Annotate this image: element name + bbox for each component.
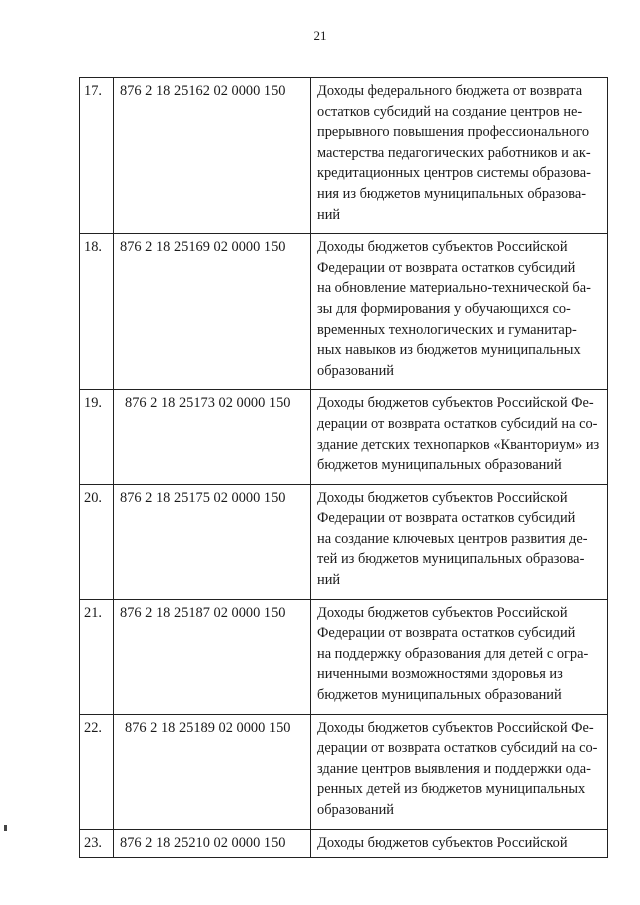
description-line: Доходы бюджетов субъектов Российской (317, 239, 568, 256)
budget-code: 876 2 18 25162 02 0000 150 (114, 78, 311, 234)
budget-code: 876 2 18 25169 02 0000 150 (114, 234, 311, 390)
description-line: образований (317, 802, 394, 818)
description-line: Доходы федерального бюджета от возврата (317, 83, 583, 99)
table-row (80, 484, 608, 599)
page-number: 21 (313, 28, 327, 43)
description-line: Доходы бюджетов субъектов Российской (317, 604, 568, 621)
table-row (80, 234, 608, 390)
table-row (80, 390, 608, 484)
budget-code-table (79, 77, 608, 858)
table-row (80, 78, 608, 234)
description-line: дерации от возврата остатков субсидий на со- (317, 415, 598, 432)
description-line: здание детских технопарков «Кванториум» из (317, 436, 600, 453)
table-row (80, 714, 608, 829)
description-line: на создание ключевых центров развития де- (317, 530, 588, 547)
description-line: зы для формирования у обучающихся со- (317, 300, 571, 317)
description-line: здание центров выявления и поддержки ода- (317, 760, 591, 777)
row-number: 18. (80, 234, 114, 390)
income-description (311, 78, 608, 234)
description-line: Доходы бюджетов субъектов Российской (317, 834, 568, 851)
description-line: бюджетов муниципальных образований (317, 687, 562, 704)
description-line: ния из бюджетов муниципальных образова- (317, 185, 587, 202)
description-line: ниченными возможностями здоровья из (317, 666, 563, 683)
row-number: 17. (80, 78, 114, 234)
description-line: тей из бюджетов муниципальных образова- (317, 551, 585, 568)
description-line: прерывного повышения профессионального (317, 124, 590, 141)
description-line: кредитационных центров системы образова- (317, 165, 591, 182)
budget-code: 876 2 18 25210 02 0000 150 (114, 829, 311, 858)
description-line: ренных детей из бюджетов муниципальных (317, 781, 586, 798)
description-line: ных навыков из бюджетов муниципальных (317, 342, 581, 359)
row-number: 20. (80, 484, 114, 599)
income-description (311, 484, 608, 599)
table-row (80, 829, 608, 858)
description-line: Федерации от возврата остатков субсидий (317, 259, 576, 276)
income-description (311, 390, 608, 484)
description-line: мастерства педагогических работников и ак- (317, 144, 591, 161)
description-line: образований (317, 362, 394, 379)
description-line: дерации от возврата остатков субсидий на со- (317, 740, 598, 757)
description-line: Федерации от возврата остатков субсидий (317, 625, 576, 642)
budget-code: 876 2 18 25173 02 0000 150 (114, 390, 311, 484)
income-description (311, 234, 608, 390)
description-line: Доходы бюджетов субъектов Российской (317, 489, 568, 506)
row-number: 19. (80, 390, 114, 484)
budget-code: 876 2 18 25189 02 0000 150 (114, 714, 311, 829)
description-line: на обновление материально-технической ба- (317, 280, 591, 297)
income-description (311, 714, 608, 829)
description-line: остатков субсидий на создание центров не- (317, 103, 583, 120)
description-line: Доходы бюджетов субъектов Российской Фе- (317, 719, 594, 736)
row-number: 21. (80, 599, 114, 714)
description-line: ний (317, 572, 341, 589)
description-line: Федерации от возврата остатков субсидий (317, 510, 576, 527)
description-line: бюджетов муниципальных образований (317, 457, 562, 474)
row-number: 22. (80, 714, 114, 829)
table-row (80, 599, 608, 714)
budget-code: 876 2 18 25187 02 0000 150 (114, 599, 311, 714)
description-line: Доходы бюджетов субъектов Российской Фе- (317, 395, 594, 412)
budget-code: 876 2 18 25175 02 0000 150 (114, 484, 311, 599)
income-description (311, 829, 608, 858)
description-line: ний (317, 206, 341, 223)
row-number: 23. (80, 829, 114, 858)
scan-artifact (4, 825, 7, 831)
income-description (311, 599, 608, 714)
description-line: временных технологических и гуманитар- (317, 321, 577, 338)
description-line: на поддержку образования для детей с огра- (317, 645, 589, 662)
